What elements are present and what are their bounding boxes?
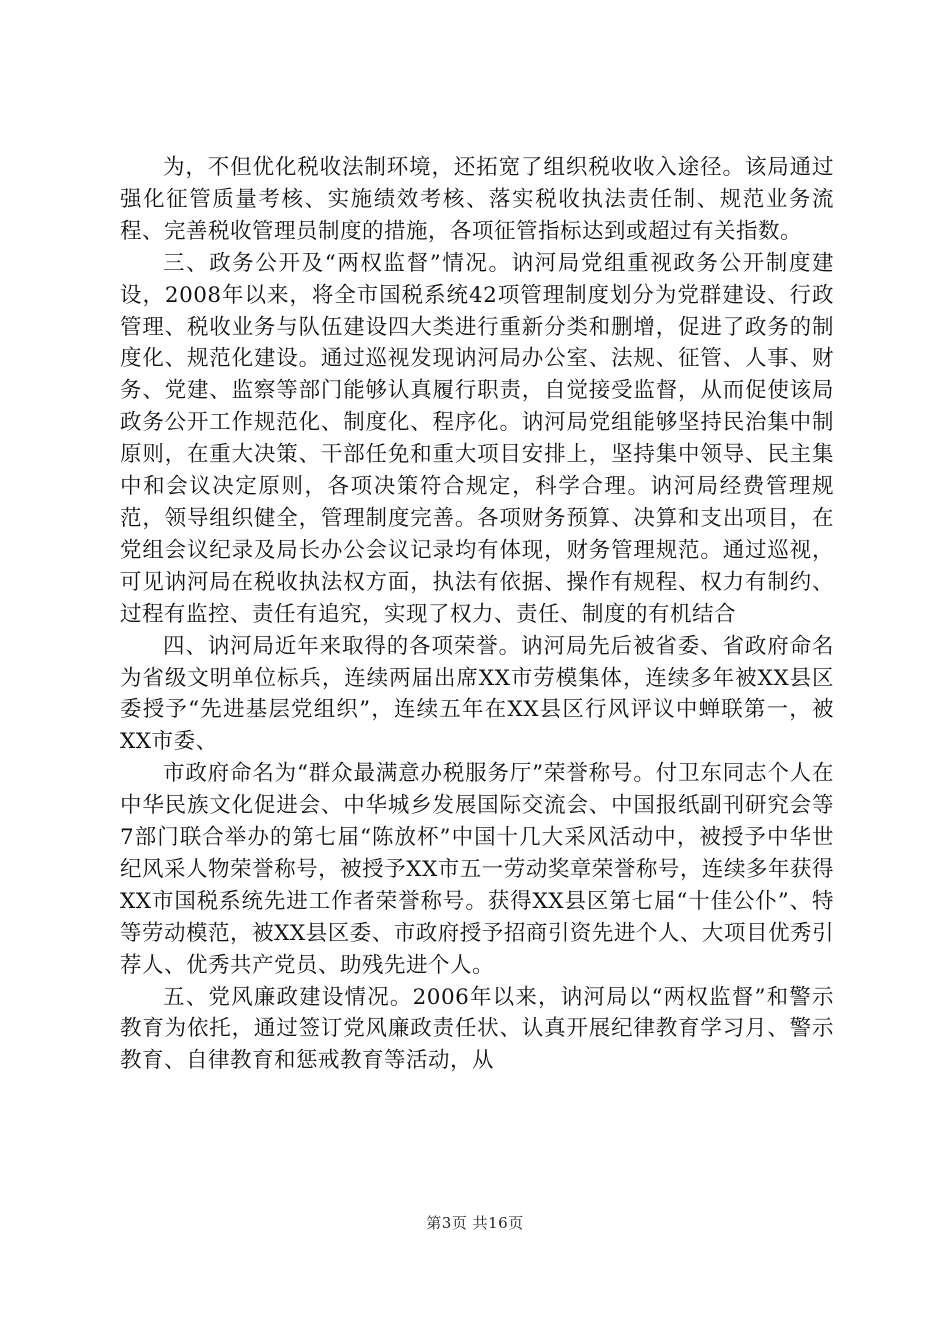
paragraph: 为，不但优化税收法制环境，还拓宽了组织税收收入途径。该局通过强化征管质量考核、实施绩效考核、落实税收执法责任制、规范业务流程、完善税收管理员制度的措施，各项征管指标达到或超过有关指数。 [120, 155, 834, 244]
page-number-footer: 第3页 共16页 [426, 1214, 524, 1232]
paragraph: 四、讷河局近年来取得的各项荣誉。讷河局先后被省委、省政府命名为省级文明单位标兵，连续两届出席XX市劳模集体，连续多年被XX县区委授予“先进基层党组织”，连续五年在XX县区行风评议中蝉联第一，被XX市委、 [120, 633, 834, 755]
paragraph: 市政府命名为“群众最满意办税服务厅”荣誉称号。付卫东同志个人在中华民族文化促进会、中华城乡发展国际交流会、中国报纸副刊研究会等7部门联合举办的第七届“陈放杯”中国十几大采风活动中，被授予中华世纪风采人物荣誉称号，被授予XX市五一劳动奖章荣誉称号，连续多年获得XX市国税系统先进工作者荣誉称号。获得XX县区第七届“十佳公仆”、特等劳动模范，被XX县区委、市政府授予招商引资先进个人、大项目优秀引荐人、优秀共产党员、助残先进个人。 [120, 761, 834, 978]
paragraph: 三、政务公开及“两权监督”情况。讷河局党组重视政务公开制度建设，2008年以来，将全市国税系统42项管理制度划分为党群建设、行政管理、税收业务与队伍建设四大类进行重新分类和删增，促进了政务的制度化、规范化建设。通过巡视发现讷河局办公室、法规、征管、人事、财务、党建、监察等部门能够认真履行职责，自觉接受监督，从而促使该局政务公开工作规范化、制度化、程序化。讷河局党组能够坚持民治集中制原则，在重大决策、干部任免和重大项目安排上，坚持集中领导、民主集中和会议决定原则，各项决策符合规定，科学合理。讷河局经费管理规范，领导组织健全，管理制度完善。各项财务预算、决算和支出项目，在党组会议纪录及局长办公会议记录均有体现，财务管理规范。通过巡视，可见讷河局在税收执法权方面，执法有依据、操作有规程、权力有制约、过程有监控、责任有追究，实现了权力、责任、制度的有机结合 [120, 250, 834, 627]
paragraph: 五、党风廉政建设情况。2006年以来，讷河局以“两权监督”和警示教育为依托，通过签订党风廉政责任状、认真开展纪律教育学习月、警示教育、自律教育和惩戒教育等活动，从 [120, 984, 834, 1074]
document-body [120, 152, 834, 1077]
